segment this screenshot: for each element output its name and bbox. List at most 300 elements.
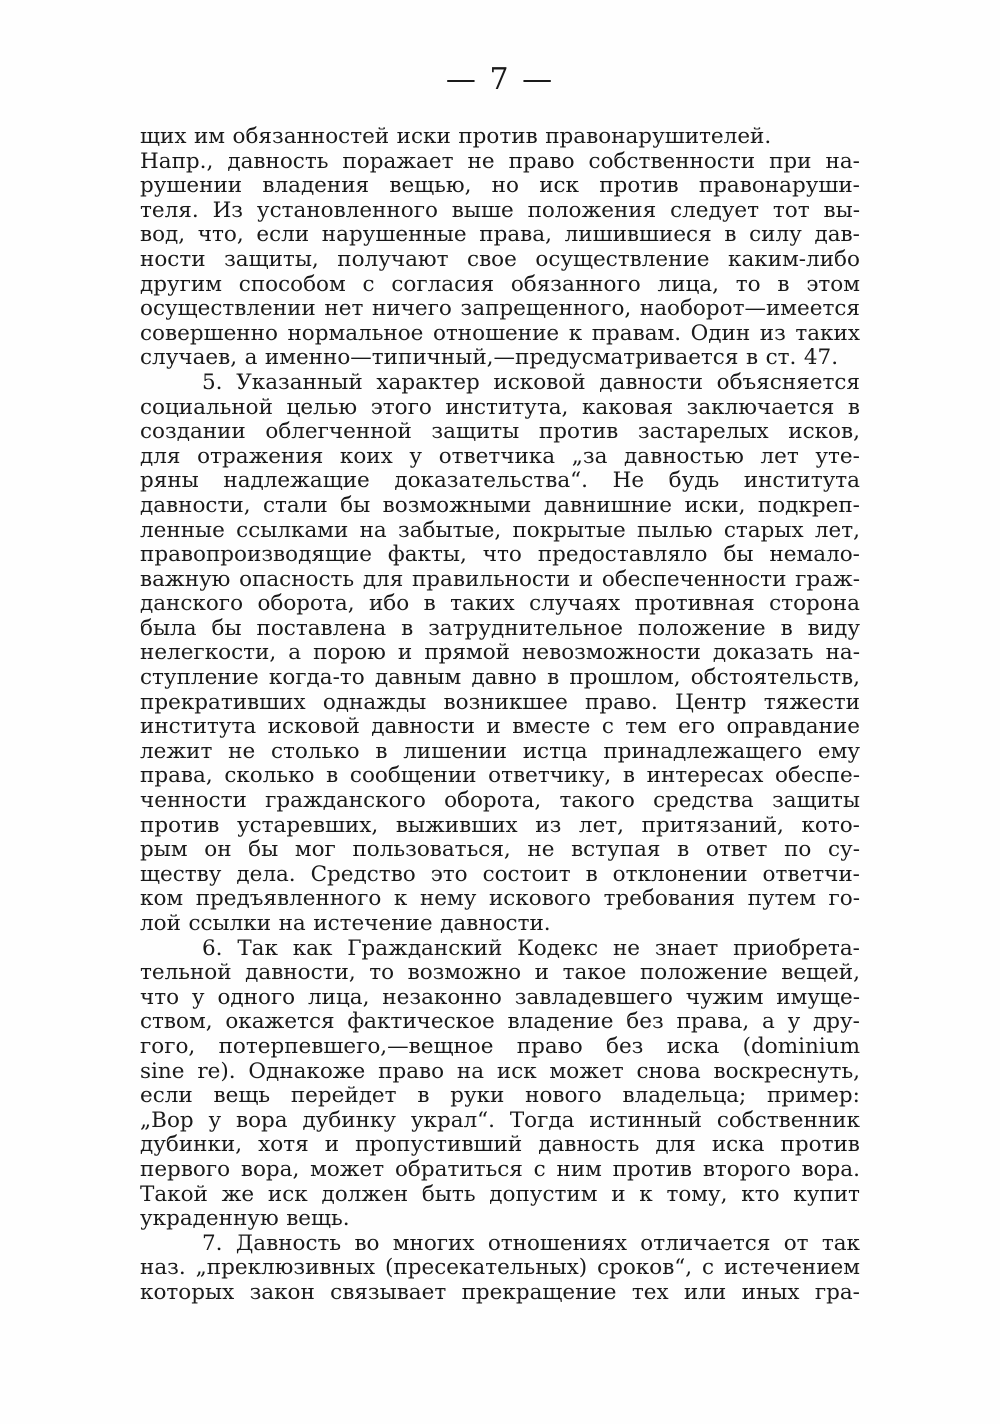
text-line [140, 887, 860, 912]
word: граж- [795, 566, 860, 592]
word: потерпевшего,—вещное [218, 1033, 494, 1059]
word: в [677, 837, 690, 863]
word: бы [340, 492, 371, 518]
word: в [417, 1083, 430, 1109]
word: не [467, 148, 495, 174]
word: и [397, 640, 413, 666]
word: права, [479, 222, 552, 248]
word: заключается [686, 394, 835, 420]
word: ченности [140, 788, 247, 814]
word: исковой [493, 369, 586, 395]
word: против [458, 124, 538, 149]
word: 7. [202, 1230, 223, 1256]
word: ст. [765, 345, 797, 371]
word: сроков“, [597, 1255, 693, 1281]
word: истечением [723, 1255, 860, 1281]
word: целью [286, 394, 358, 420]
word: украл“. [410, 1107, 496, 1133]
word: вора [235, 1107, 288, 1133]
word: без [606, 1033, 644, 1059]
word: владение [507, 1009, 614, 1035]
word: 6. [202, 935, 223, 961]
text-line [140, 1060, 860, 1085]
text-line [140, 396, 860, 421]
word: вещью, [389, 173, 472, 199]
word: завладевшего [514, 984, 673, 1010]
word: Из [212, 197, 244, 223]
word: против [538, 419, 619, 445]
word: бы [211, 615, 242, 641]
word: иска [711, 1132, 765, 1158]
word: приобрета- [733, 935, 860, 961]
word: вора. [801, 1156, 860, 1182]
word: искового [488, 886, 591, 912]
word: не [612, 935, 641, 961]
word: обязанностей [232, 124, 390, 149]
word: нему [419, 886, 477, 912]
text-line [140, 494, 860, 519]
word: нового [525, 1083, 602, 1109]
text-line [140, 223, 860, 248]
word: против [140, 812, 220, 838]
word: факты, [387, 542, 467, 568]
text-line [140, 1232, 860, 1257]
word: sine [140, 1058, 185, 1084]
word: стали [262, 492, 328, 518]
word: тяжести [763, 689, 860, 715]
text-line [140, 445, 860, 470]
word: застарелых [637, 419, 769, 445]
word: что [140, 984, 180, 1010]
word: владельца; [622, 1083, 747, 1109]
word: надлежащие [223, 468, 370, 494]
word: то [369, 960, 395, 986]
word: давным [374, 665, 462, 691]
word: иных [741, 1279, 800, 1305]
word: собственник [716, 1107, 860, 1133]
word: случаев, [140, 345, 238, 371]
word: вещь. [286, 1206, 350, 1232]
word: владения [262, 173, 370, 199]
word: не [527, 837, 555, 863]
word: ним [556, 1156, 602, 1182]
word: защиты [772, 788, 860, 814]
word: свое [467, 246, 517, 272]
text-line [140, 150, 860, 175]
word: нет [324, 296, 364, 322]
word: давности. [440, 911, 551, 936]
word: по [784, 837, 812, 863]
word: невозможности [522, 640, 701, 666]
word: защиты [431, 419, 520, 445]
text-line [140, 543, 860, 568]
word: бы [723, 542, 754, 568]
word: давнишние [543, 492, 673, 518]
word: давность [538, 1132, 640, 1158]
text-line [140, 1158, 860, 1183]
word: во [354, 1230, 380, 1256]
word: хотя [258, 1132, 309, 1158]
word: первого [140, 1156, 231, 1182]
word: тем [625, 714, 667, 740]
word: правонарушителей. [545, 124, 772, 149]
text-line [140, 764, 860, 789]
word: в [780, 615, 793, 641]
word: в [622, 763, 635, 789]
word: права, [676, 1009, 750, 1035]
word: право [516, 1033, 583, 1059]
word: следует [670, 197, 760, 223]
word: возможно [407, 960, 522, 986]
word: воскреснуть, [713, 1058, 860, 1084]
word: поставлена [256, 615, 387, 641]
word: он [204, 837, 232, 863]
word: ответ [705, 837, 768, 863]
word: к [393, 886, 408, 912]
text-line [140, 469, 860, 494]
word: института [743, 468, 860, 494]
word: правопроизводящие [140, 542, 372, 568]
word: прекращение [461, 1279, 617, 1305]
text-line [140, 1281, 860, 1306]
text-line [140, 125, 860, 150]
word: обратиться [394, 1156, 523, 1182]
word: такого [559, 788, 635, 814]
word: института [140, 714, 257, 740]
word: закон [249, 1279, 315, 1305]
text-line [140, 666, 860, 691]
word: Гражданский [347, 935, 503, 961]
word: истца [522, 738, 588, 764]
word: Так [237, 935, 278, 961]
word: должен [321, 1181, 409, 1207]
word: лица, [307, 984, 370, 1010]
word: истинный [589, 1107, 702, 1133]
word: ссылками [236, 517, 349, 543]
page-number: — 7 — [445, 62, 555, 97]
word: гого, [140, 1033, 196, 1059]
word: а [288, 640, 302, 666]
word: для [655, 1132, 696, 1158]
word: в [745, 345, 759, 371]
word: принадлежащего [603, 738, 803, 764]
word: дру- [813, 1009, 860, 1035]
word: и [578, 566, 594, 592]
word: виду [807, 615, 860, 641]
word: лет [760, 443, 799, 469]
word: иск [267, 1181, 308, 1207]
word: что [482, 542, 522, 568]
word: пользоваться, [352, 837, 511, 863]
word: дав- [814, 222, 860, 248]
word: характер [376, 369, 480, 395]
word: в [401, 615, 414, 641]
text-line [140, 1109, 860, 1134]
word: для [140, 443, 181, 469]
word: ничего [372, 296, 452, 322]
word: такое [562, 960, 627, 986]
word: тому, [666, 1181, 728, 1207]
word: право [508, 148, 575, 174]
text-line [140, 715, 860, 740]
word: 5. [202, 369, 223, 395]
word: исковой [267, 714, 360, 740]
word: снова [636, 1058, 701, 1084]
word: согласия [391, 271, 495, 297]
word: порою [313, 640, 386, 666]
word: таких [795, 320, 860, 346]
word: иск [496, 1058, 537, 1084]
word: возникшее [443, 689, 568, 715]
word: тот [772, 197, 810, 223]
word: нормальное [287, 320, 424, 346]
word: тех [631, 1279, 669, 1305]
text-line [140, 346, 860, 371]
text-line [140, 322, 860, 347]
word: каким-либо [728, 246, 860, 272]
word: в [326, 763, 339, 789]
word: бы [248, 837, 279, 863]
word: выше [451, 197, 514, 223]
word: давность [227, 148, 329, 174]
word: или [683, 1279, 727, 1305]
word: состоит [482, 861, 571, 887]
word: от [783, 1230, 809, 1256]
word: кто [741, 1181, 780, 1207]
word: поражает [342, 148, 454, 174]
word: Средство [310, 861, 416, 887]
word: вора, [240, 1156, 300, 1182]
word: и [324, 1132, 340, 1158]
word: иска [666, 1033, 720, 1059]
word: забытые, [398, 517, 502, 543]
word: против [780, 1132, 860, 1158]
word: из [535, 812, 562, 838]
word: немало- [769, 542, 860, 568]
word: получают [337, 246, 449, 272]
word: ибо [368, 591, 410, 617]
word: предъявленного [195, 886, 382, 912]
word: социальной [140, 394, 273, 420]
word: которых [140, 1279, 235, 1305]
body-text [140, 125, 860, 1306]
word: на- [825, 148, 860, 174]
word: исков, [788, 419, 860, 445]
text-line [140, 691, 860, 716]
word: давно [471, 665, 537, 691]
text-line [140, 1035, 860, 1060]
word: к [568, 320, 583, 346]
word: сколько [224, 763, 315, 789]
word: чужим [685, 984, 764, 1010]
word: лежит [140, 738, 213, 764]
word: гражданского [265, 788, 426, 814]
word: права, [140, 763, 213, 789]
word: re). [197, 1058, 236, 1084]
word: рушении [140, 173, 243, 199]
word: если [256, 222, 310, 248]
word: но [491, 173, 519, 199]
word: возможными [382, 492, 532, 518]
word: его [678, 714, 716, 740]
word: пример: [767, 1083, 860, 1109]
word: если [140, 1083, 193, 1109]
word: Однакоже [248, 1058, 366, 1084]
word: и [486, 714, 501, 740]
word: опасность [239, 566, 355, 592]
word: выживших [395, 812, 518, 838]
word: у [208, 1107, 222, 1133]
text-line [140, 740, 860, 765]
word: совершенно [140, 320, 278, 346]
word: каковая [581, 394, 674, 420]
word: на [278, 911, 306, 936]
word: вступая [571, 837, 661, 863]
word: правонаруши- [698, 173, 860, 199]
word: случаях [529, 591, 621, 617]
word: связывает [330, 1279, 447, 1305]
text-line [140, 297, 860, 322]
word: доказать [712, 640, 814, 666]
word: мог [294, 837, 336, 863]
word: путем [747, 886, 816, 912]
word: ком [140, 886, 184, 912]
word: в [375, 738, 388, 764]
text-line [140, 199, 860, 224]
text-line [140, 838, 860, 863]
word: другим [140, 271, 222, 297]
word: покрытые [512, 517, 626, 543]
word: истечение [313, 911, 433, 936]
word: право [378, 1058, 445, 1084]
word: дела. [236, 861, 296, 887]
word: подкреп- [757, 492, 860, 518]
text-line [140, 371, 860, 396]
word: силу [749, 222, 802, 248]
word: дубинку [302, 1107, 397, 1133]
word: Один [690, 320, 751, 346]
text-line [140, 519, 860, 544]
word: (пресекательных) [385, 1255, 588, 1281]
word: право. [585, 689, 658, 715]
word: ссылки [188, 911, 272, 936]
word: давности, [245, 960, 356, 986]
word: сообщении [349, 763, 477, 789]
word: обеспеченности [601, 566, 787, 592]
word: то [735, 271, 761, 297]
word: осуществлении [140, 296, 316, 322]
word: „за [571, 443, 608, 469]
word: ряны [140, 468, 199, 494]
word: как [292, 935, 333, 961]
word: на [359, 517, 387, 543]
word: правам. [591, 320, 682, 346]
word: института, [445, 394, 569, 420]
word: ответчи- [762, 861, 860, 887]
word: будь [668, 468, 720, 494]
word: старых [723, 517, 804, 543]
word: запрещенного, [460, 296, 632, 322]
word: именно—типичный,—предусматривается [264, 345, 739, 371]
word: противная [634, 591, 755, 617]
word: положения [527, 197, 657, 223]
text-line [140, 814, 860, 839]
word: давности, [140, 492, 251, 518]
word: имуще- [776, 984, 860, 1010]
word: вы- [823, 197, 860, 223]
text-line [140, 568, 860, 593]
word: с [533, 1156, 546, 1182]
word: коих [339, 443, 393, 469]
word: окажется [225, 1009, 335, 1035]
word: ему [817, 738, 860, 764]
word: у [191, 984, 205, 1010]
text-line [140, 1256, 860, 1281]
word: прошлом, [569, 665, 681, 691]
text-line [140, 1133, 860, 1158]
word: дубинки, [140, 1132, 243, 1158]
word: этого [370, 394, 432, 420]
word: прямой [424, 640, 510, 666]
word: затруднительное [428, 615, 623, 641]
word: давности [599, 369, 703, 395]
word: в [724, 222, 737, 248]
word: для [362, 566, 404, 592]
text-line [140, 961, 860, 986]
text-line [140, 863, 860, 888]
word: что, [197, 222, 244, 248]
word: Тогда [509, 1107, 575, 1133]
word: в [847, 394, 860, 420]
word: однажды [322, 689, 427, 715]
word: когда-то [268, 665, 365, 691]
word: способом [238, 271, 346, 297]
word: го- [828, 886, 860, 912]
word: столько [270, 738, 360, 764]
word: рым [140, 837, 188, 863]
word: против [599, 173, 679, 199]
text-line [140, 1084, 860, 1109]
word: су- [828, 837, 860, 863]
word: одного [217, 984, 296, 1010]
word: давностью [624, 443, 744, 469]
word: оборота, [444, 788, 542, 814]
word: второго [702, 1156, 791, 1182]
word: руки [450, 1083, 505, 1109]
word: была [140, 615, 197, 641]
word: уте- [815, 443, 860, 469]
word: пылью [637, 517, 713, 543]
text-line [140, 420, 860, 445]
word: на [456, 1058, 485, 1084]
word: прекративших [140, 689, 306, 715]
text-line [140, 1010, 860, 1035]
word: многих [392, 1230, 475, 1256]
word: Кодекс [517, 935, 599, 961]
word: притязаний, [641, 812, 784, 838]
word: отношениях [487, 1230, 627, 1256]
word: щих [140, 124, 187, 149]
word: Давность [235, 1230, 342, 1256]
word: на- [825, 640, 860, 666]
word: при [769, 148, 812, 174]
word: доказательства“. [394, 468, 588, 494]
text-line [140, 1207, 860, 1232]
word: объясняется [716, 369, 860, 395]
word: вод, [140, 222, 186, 248]
word: иск [539, 173, 579, 199]
word: им [193, 124, 226, 149]
